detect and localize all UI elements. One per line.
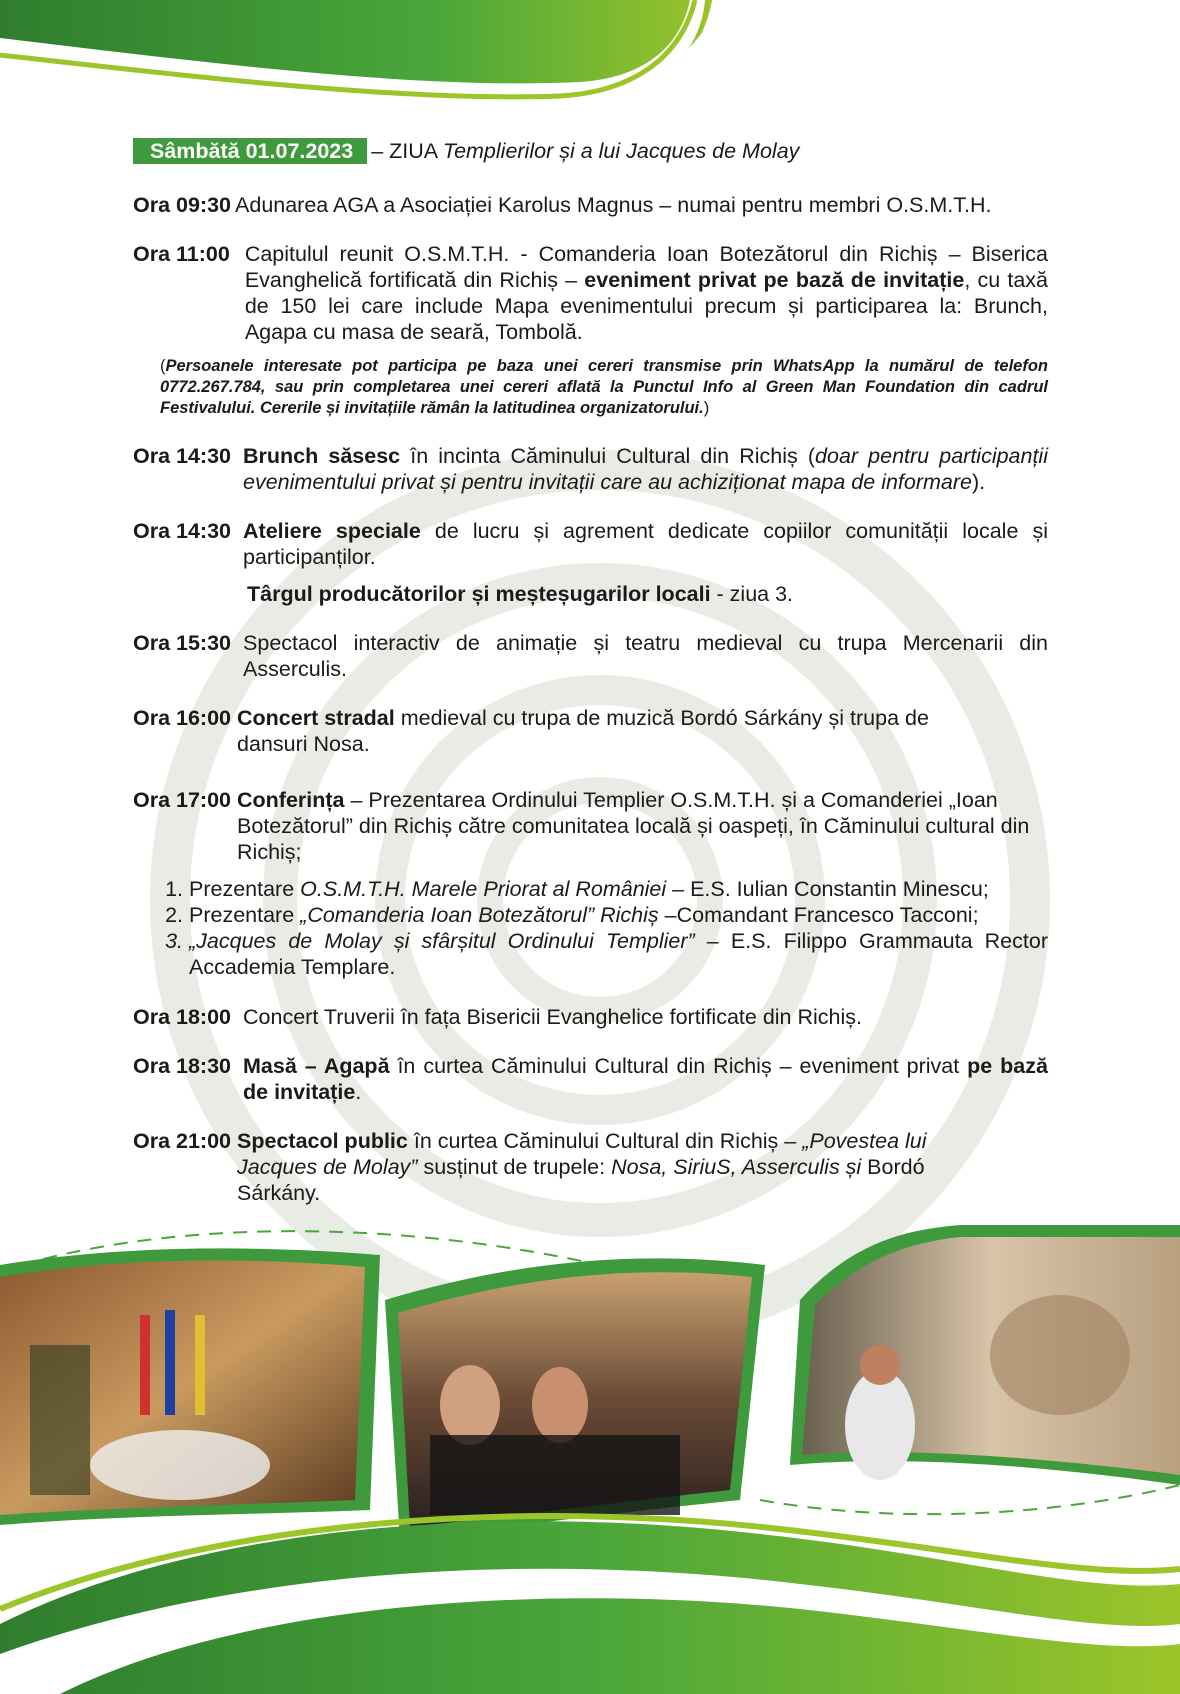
entry-time: Ora 18:30 <box>133 1054 232 1078</box>
schedule-entry <box>133 192 1048 218</box>
schedule-entry <box>133 787 1048 865</box>
entry-time: Ora 09:30 <box>133 193 232 217</box>
date-badge: Sâmbătă 01.07.2023 <box>133 138 367 164</box>
entry-note: (Persoanele interesate pot participa pe baza unei cereri transmise prin WhatsApp la numărul de telefon 0772.267.784, sau prin completarea unei cereri aflată la Punctul Info al Green Man Foundation din cadrul Festivalului. Cererile și invitațiile rămân la latitudinea organizatorului.) <box>160 357 1048 417</box>
day-theme: – ZIUA Templierilor și a lui Jacques de Molay <box>371 139 800 163</box>
schedule-content <box>133 138 1048 1229</box>
lecturer-stone-carving-photo <box>790 1225 1180 1485</box>
schedule-entry <box>133 241 1048 345</box>
schedule-entry <box>133 518 1048 570</box>
top-swoosh-decoration <box>0 0 1180 120</box>
talk-item: 2. Prezentare „Comanderia Ioan Botezătorul” Richiș –Comandant Francesco Tacconi; <box>189 902 1048 928</box>
entry-time: Ora 21:00 <box>133 1129 232 1153</box>
entry-description: Concert stradal medieval cu trupa de muzică Bordó Sárkány și trupa de dansuri Nosa. <box>237 706 929 756</box>
schedule-entry <box>133 443 1048 495</box>
conference-talks-list <box>133 876 1048 980</box>
entry-description: Adunarea AGA a Asociației Karolus Magnus – numai pentru membri O.S.M.T.H. <box>235 193 992 217</box>
entry-time: Ora 17:00 <box>133 788 232 812</box>
day-heading <box>133 138 1048 164</box>
entry-description: Masă – Agapă în curtea Căminului Cultural din Richiș – eveniment privat pe bază de invitație. <box>243 1054 1048 1104</box>
entry-time: Ora 14:30 <box>133 519 232 543</box>
entry-description: Ateliere speciale de lucru și agrement dedicate copiilor comunității locale și participanților. <box>243 519 1048 569</box>
bottom-swoosh-decoration <box>0 1504 1180 1694</box>
entry-description: Concert Truverii în fața Bisericii Evanghelice fortificate din Richiș. <box>243 1005 862 1029</box>
entry-time: Ora 18:00 <box>133 1005 232 1029</box>
schedule-entry <box>133 1004 1048 1030</box>
talk-item: 1. Prezentare O.S.M.T.H. Marele Priorat al României – E.S. Iulian Constantin Minescu; <box>189 876 1048 902</box>
entry-description: Brunch săsesc în incinta Căminului Cultural din Richiș (doar pentru participanții evenimentului privat și pentru invitații care au achiziționat mapa de informare). <box>243 444 1048 494</box>
photo-strip <box>0 1225 1180 1545</box>
entry-time: Ora 15:30 <box>133 631 232 655</box>
entry-time: Ora 16:00 <box>133 706 232 730</box>
talk-item: 3. „Jacques de Molay și sfârșitul Ordinului Templier” – E.S. Filippo Grammauta Rector Accademia Templare. <box>189 928 1048 980</box>
entry-description: Conferința – Prezentarea Ordinului Templier O.S.M.T.H. și a Comanderiei „Ioan Botezătorul” din Richiș către comunitatea locală și oaspeți, în Căminului cultural din Richiș; <box>237 788 1030 864</box>
schedule-entry <box>133 630 1048 682</box>
entry-time: Ora 11:00 <box>133 242 230 266</box>
entry-description: Capitulul reunit O.S.M.T.H. - Comanderia Ioan Botezătorul din Richiș – Biserica Evanghelică fortificată din Richiș – eveniment privat pe bază de invitație, cu taxă de 150 lei care include Mapa evenimentului precum și participarea la: Brunch, Agapa cu masa de seară, Tombolă. <box>244 242 1049 344</box>
conference-audience-photo <box>385 1258 765 1540</box>
schedule-entry <box>133 1128 1048 1206</box>
schedule-entry <box>133 1053 1048 1105</box>
church-ceremony-photo <box>0 1248 380 1525</box>
schedule-entry <box>133 705 1048 757</box>
entry-time: Ora 14:30 <box>133 444 232 468</box>
entry-description: Spectacol interactiv de animație și teatru medieval cu trupa Mercenarii din Asserculis. <box>243 631 1048 681</box>
entry-subitem: Târgul producătorilor și meșteșugarilor locali - ziua 3. <box>247 582 794 606</box>
entry-description: Spectacol public în curtea Căminului Cultural din Richiș – „Povestea lui Jacques de Molay” susținut de trupele: Nosa, SiriuS, Asserculis și Bordó Sárkány. <box>237 1129 927 1205</box>
